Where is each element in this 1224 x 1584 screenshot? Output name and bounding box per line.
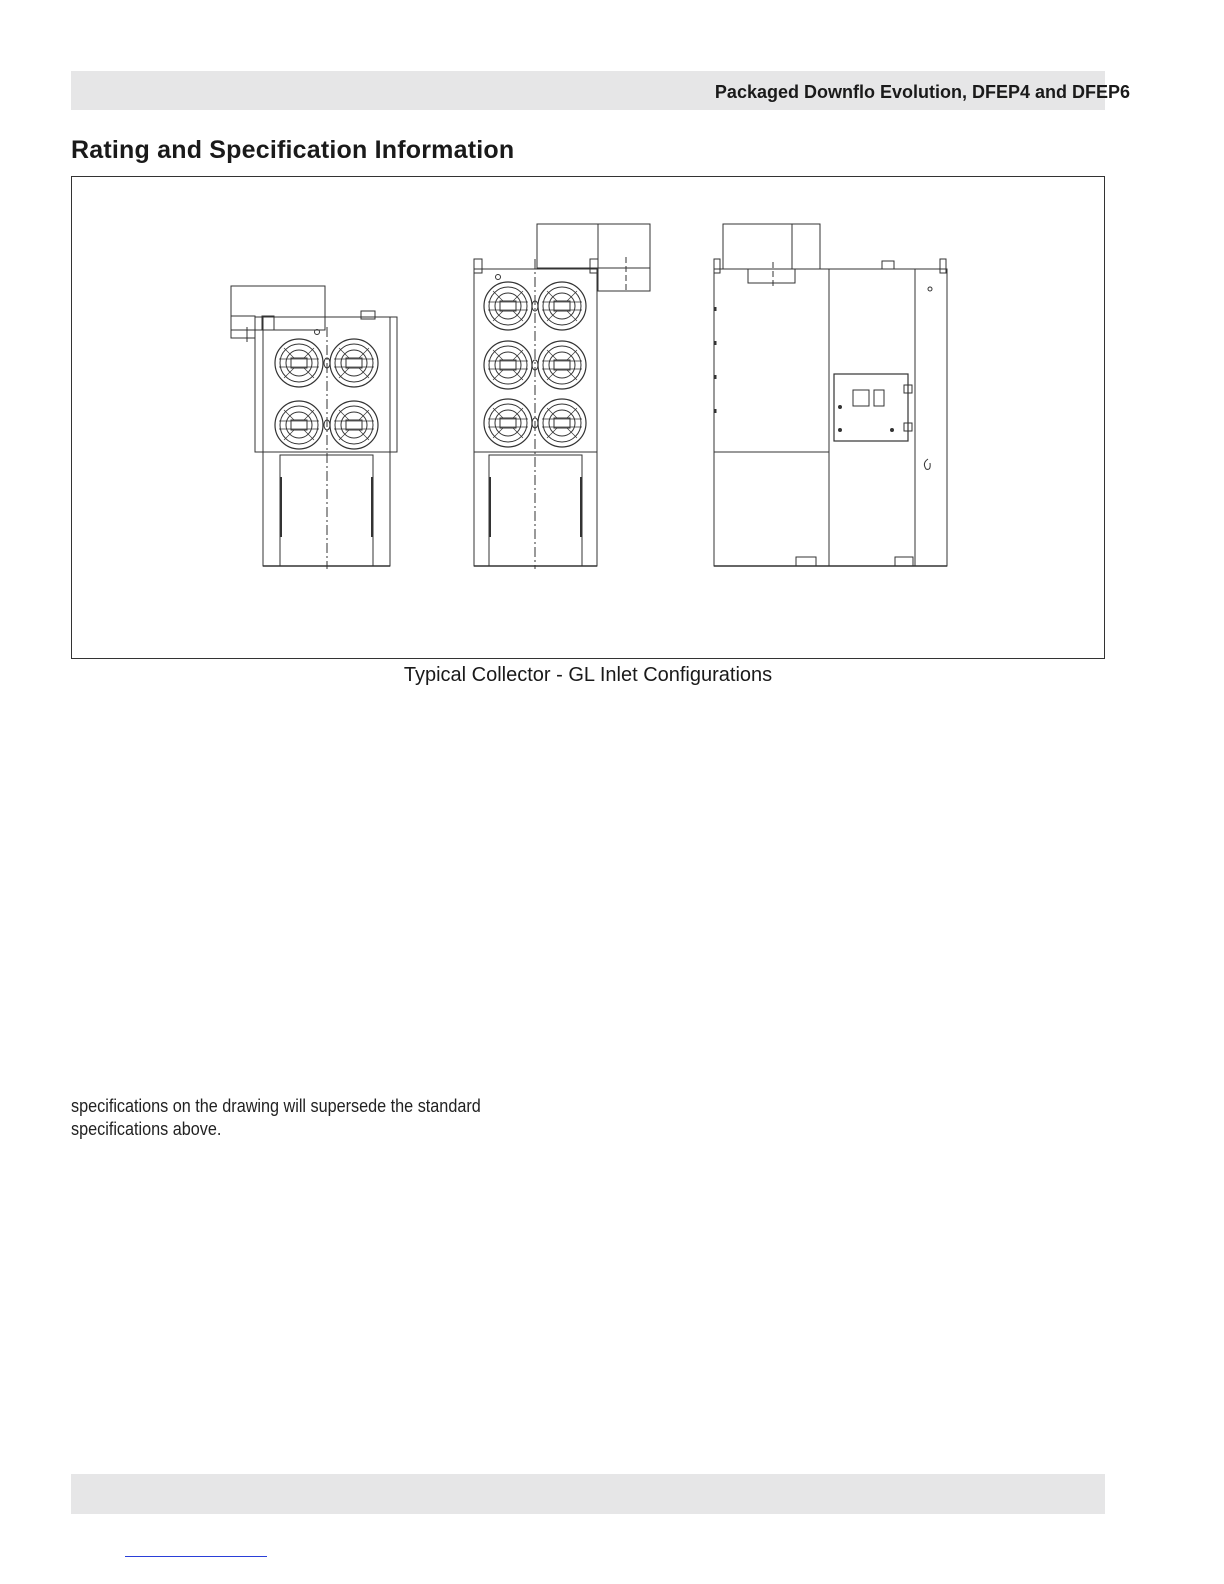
section-heading: Rating and Specification Information bbox=[71, 136, 515, 164]
figure-frame bbox=[71, 176, 1105, 659]
document-title: Packaged Downflo Evolution, DFEP4 and DFEP6 bbox=[714, 82, 1130, 102]
side-view bbox=[714, 224, 947, 566]
figure-caption: Typical Collector - GL Inlet Configurations bbox=[403, 664, 773, 686]
dfep6-front-view bbox=[474, 224, 650, 569]
dfep4-front-view bbox=[231, 286, 397, 569]
footer-bar bbox=[71, 1474, 1105, 1514]
collector-drawings bbox=[72, 177, 1104, 658]
footer-link[interactable] bbox=[125, 1556, 267, 1557]
specification-note: specifications on the drawing will supersede the standard specifications above. bbox=[71, 1096, 481, 1139]
